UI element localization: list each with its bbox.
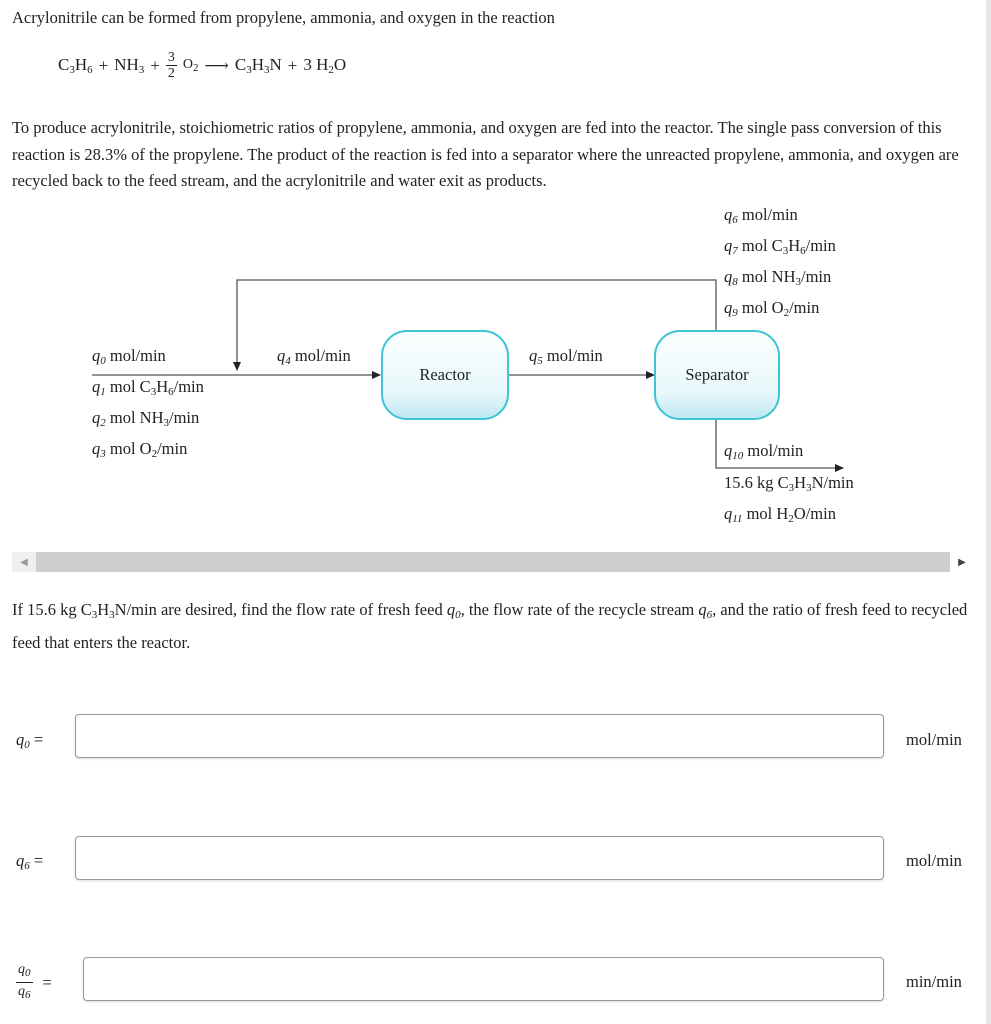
answer-q0-unit: mol/min: [906, 730, 962, 749]
answer-q6-label: $q_6$ =: [16, 851, 44, 872]
answer-ratio-unit: min/min: [906, 972, 962, 991]
scroll-right-arrow-icon[interactable]: ▶: [950, 552, 974, 572]
separator-label: Separator: [685, 365, 749, 384]
separator-vessel: [654, 330, 780, 420]
problem-description: To produce acrylonitrile, stoichiometric ratios of propylene, ammonia, and oxygen are fed into the reactor. The single pass conversion of this reaction is 28.3% of the propylene. The product of the reaction is fed into a separator where the unreacted propylene, ammonia, and oxygen are recycled back to the feed stream, and the acrylonitrile and water exit as products.: [12, 118, 959, 190]
acrylonitrile-product-label: 15.6 kg $C_3H_3N/\min$: [724, 473, 854, 494]
q9-label: $q_9$ mol $O_2/\min$: [724, 298, 820, 319]
propylene-formula: $C_3H_6$: [58, 55, 93, 76]
scroll-left-arrow-icon[interactable]: ◀: [12, 552, 36, 572]
q10-label: $q_{10}$ mol/min: [724, 441, 804, 462]
oxygen-coefficient: $\frac{3}{2}$: [167, 50, 175, 81]
answer-ratio-box: [83, 957, 884, 1001]
water-term: 3 $H_2O$: [303, 55, 347, 76]
answer-q6-input[interactable]: [76, 837, 883, 879]
q5-label: $q_5$ mol/min: [529, 346, 603, 367]
acrylonitrile-formula: $C_3H_3N$: [234, 55, 282, 76]
q0-label: $q_0$ mol/min: [92, 346, 166, 367]
reactor-label: Reactor: [419, 365, 471, 384]
q7-label: $q_7$ mol $C_3H_6/\min$: [724, 236, 836, 257]
q1-label: $q_1$ mol $C_3H_6/\min$: [92, 377, 204, 398]
page-right-border: [986, 0, 991, 1024]
oxygen-formula: $O_2$: [182, 57, 199, 74]
q3-label: $q_3$ mol $O_2/\min$: [92, 439, 188, 460]
q11-label: $q_{11}$ mol $H_2O/\min$: [724, 504, 836, 525]
answer-ratio-input[interactable]: [84, 958, 883, 1000]
intro-text: Acrylonitrile can be formed from propylene, ammonia, and oxygen in the reaction: [12, 8, 555, 27]
process-flow-diagram: [0, 200, 991, 540]
reaction-equation: $C_3H_6$ + $NH_3$ + $\frac{3}{2}$ $O_2$ ⟶ $C_3H_3N$ + 3 $H_2O$: [58, 50, 347, 81]
horizontal-scrollbar[interactable]: [12, 552, 974, 572]
answer-q0-box: [75, 714, 884, 758]
q6-label: $q_6$ mol/min: [724, 205, 798, 226]
answer-ratio-label: $\frac{q_0}{q_6}$ =: [18, 962, 52, 1001]
question-text: If 15.6 kg $C_3H_3N/\min$ are desired, find the flow rate of fresh feed $q_0$, the flow rate of the recycle stream $q_6$, and the ratio of fresh feed to recycled feed that enters the reactor.: [12, 600, 968, 652]
q4-label: $q_4$ mol/min: [277, 346, 351, 367]
answer-q0-label: $q_0$ =: [16, 730, 44, 751]
answer-q0-input[interactable]: [76, 715, 883, 757]
answer-q6-unit: mol/min: [906, 851, 962, 870]
reaction-arrow: ⟶: [204, 55, 229, 75]
q8-label: $q_8$ mol $NH_3/\min$: [724, 267, 832, 288]
q2-label: $q_2$ mol $NH_3/\min$: [92, 408, 200, 429]
ammonia-formula: $NH_3$: [114, 55, 145, 76]
answer-q6-box: [75, 836, 884, 880]
reactor-vessel: [381, 330, 509, 420]
